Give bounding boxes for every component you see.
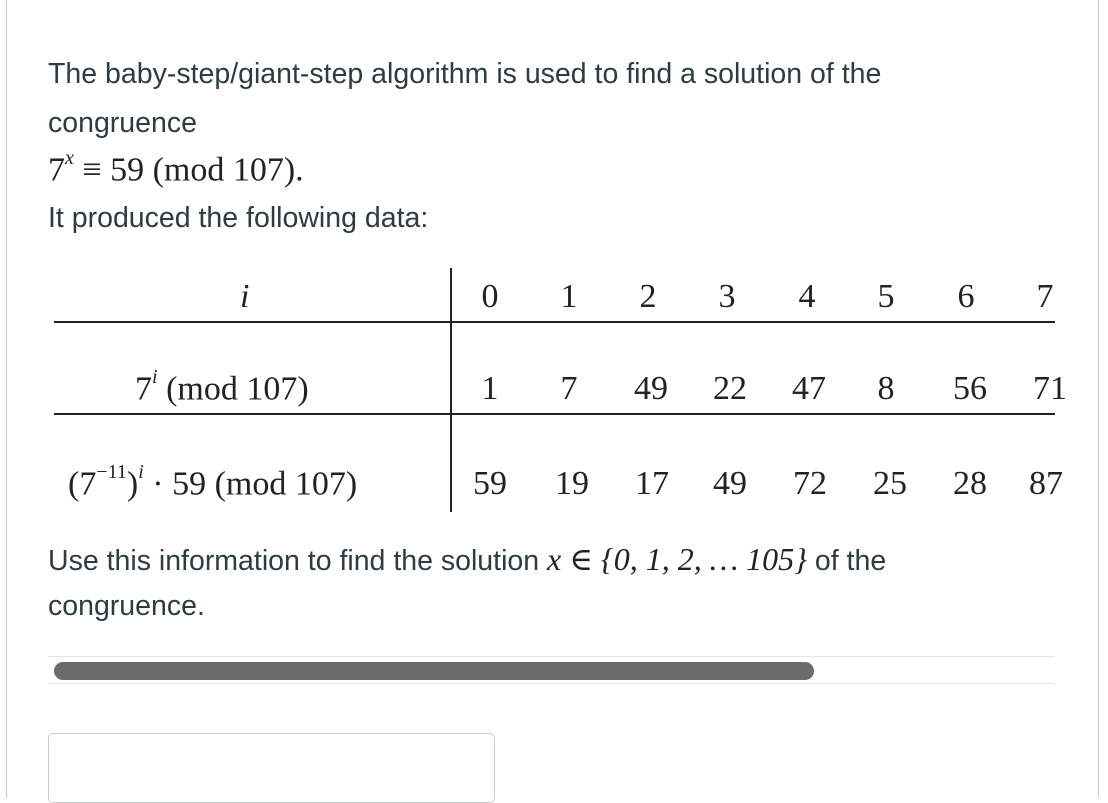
use-info-line2: congruence. <box>48 590 205 622</box>
i-value-7: 7 <box>1036 278 1054 315</box>
congruence-base: 7 <box>48 151 65 189</box>
powers-value-2: 49 <box>634 370 668 407</box>
table-vertical-rule <box>450 268 452 512</box>
i-value-6: 6 <box>957 278 975 315</box>
giant-value-7: 87 <box>1029 465 1063 502</box>
i-value-0: 0 <box>481 278 499 315</box>
row-header-i: i <box>240 278 250 315</box>
powers-value-3: 22 <box>713 370 747 407</box>
i-value-4: 4 <box>798 278 816 315</box>
row-header-giant <box>68 461 358 503</box>
i-value-5: 5 <box>877 278 895 315</box>
giant-close: ) <box>126 465 139 503</box>
giant-value-3: 49 <box>713 465 747 502</box>
row-header-powers <box>135 366 309 408</box>
congruence-rest: ≡ 59 (mod 107). <box>73 151 304 189</box>
giant-value-5: 25 <box>873 465 907 502</box>
giant-value-4: 72 <box>793 465 827 502</box>
powers-exponent: i <box>152 366 158 388</box>
powers-value-7: 71 <box>1033 370 1067 407</box>
giant-value-0: 59 <box>473 465 507 502</box>
solution-set: x ∈ {0, 1, 2, … 105} <box>547 541 807 577</box>
powers-value-4: 47 <box>792 370 826 407</box>
giant-exponent: i <box>138 461 144 483</box>
congruence-exponent: x <box>65 147 74 169</box>
powers-base: 7 <box>135 370 152 408</box>
data-intro-line: It produced the following data: <box>48 202 429 234</box>
i-value-1: 1 <box>560 278 578 315</box>
i-value-2: 2 <box>639 278 657 315</box>
powers-mod: (mod 107) <box>157 370 309 408</box>
question-intro-line1: The baby-step/giant-step algorithm is used to find a solution of the <box>48 58 882 90</box>
use-info-prefix: Use this information to find the solution <box>48 545 548 577</box>
giant-value-6: 28 <box>953 465 987 502</box>
use-info-line <box>48 540 886 578</box>
powers-value-1: 7 <box>560 370 578 407</box>
powers-value-0: 1 <box>481 370 499 407</box>
use-info-suffix: of the <box>806 545 887 577</box>
powers-value-5: 8 <box>877 370 895 407</box>
giant-inner-exponent: −11 <box>96 461 127 483</box>
giant-rest: · 59 (mod 107) <box>143 465 358 503</box>
table-rule-2 <box>54 413 1055 415</box>
powers-value-6: 56 <box>953 370 987 407</box>
table-rule-1 <box>54 321 1055 323</box>
answer-input[interactable] <box>48 733 495 803</box>
giant-base: (7 <box>68 465 97 503</box>
giant-value-2: 17 <box>635 465 669 502</box>
giant-value-1: 19 <box>555 465 589 502</box>
horizontal-scrollbar-thumb[interactable] <box>54 662 814 680</box>
i-value-3: 3 <box>718 278 736 315</box>
question-intro-line2: congruence <box>48 107 197 139</box>
